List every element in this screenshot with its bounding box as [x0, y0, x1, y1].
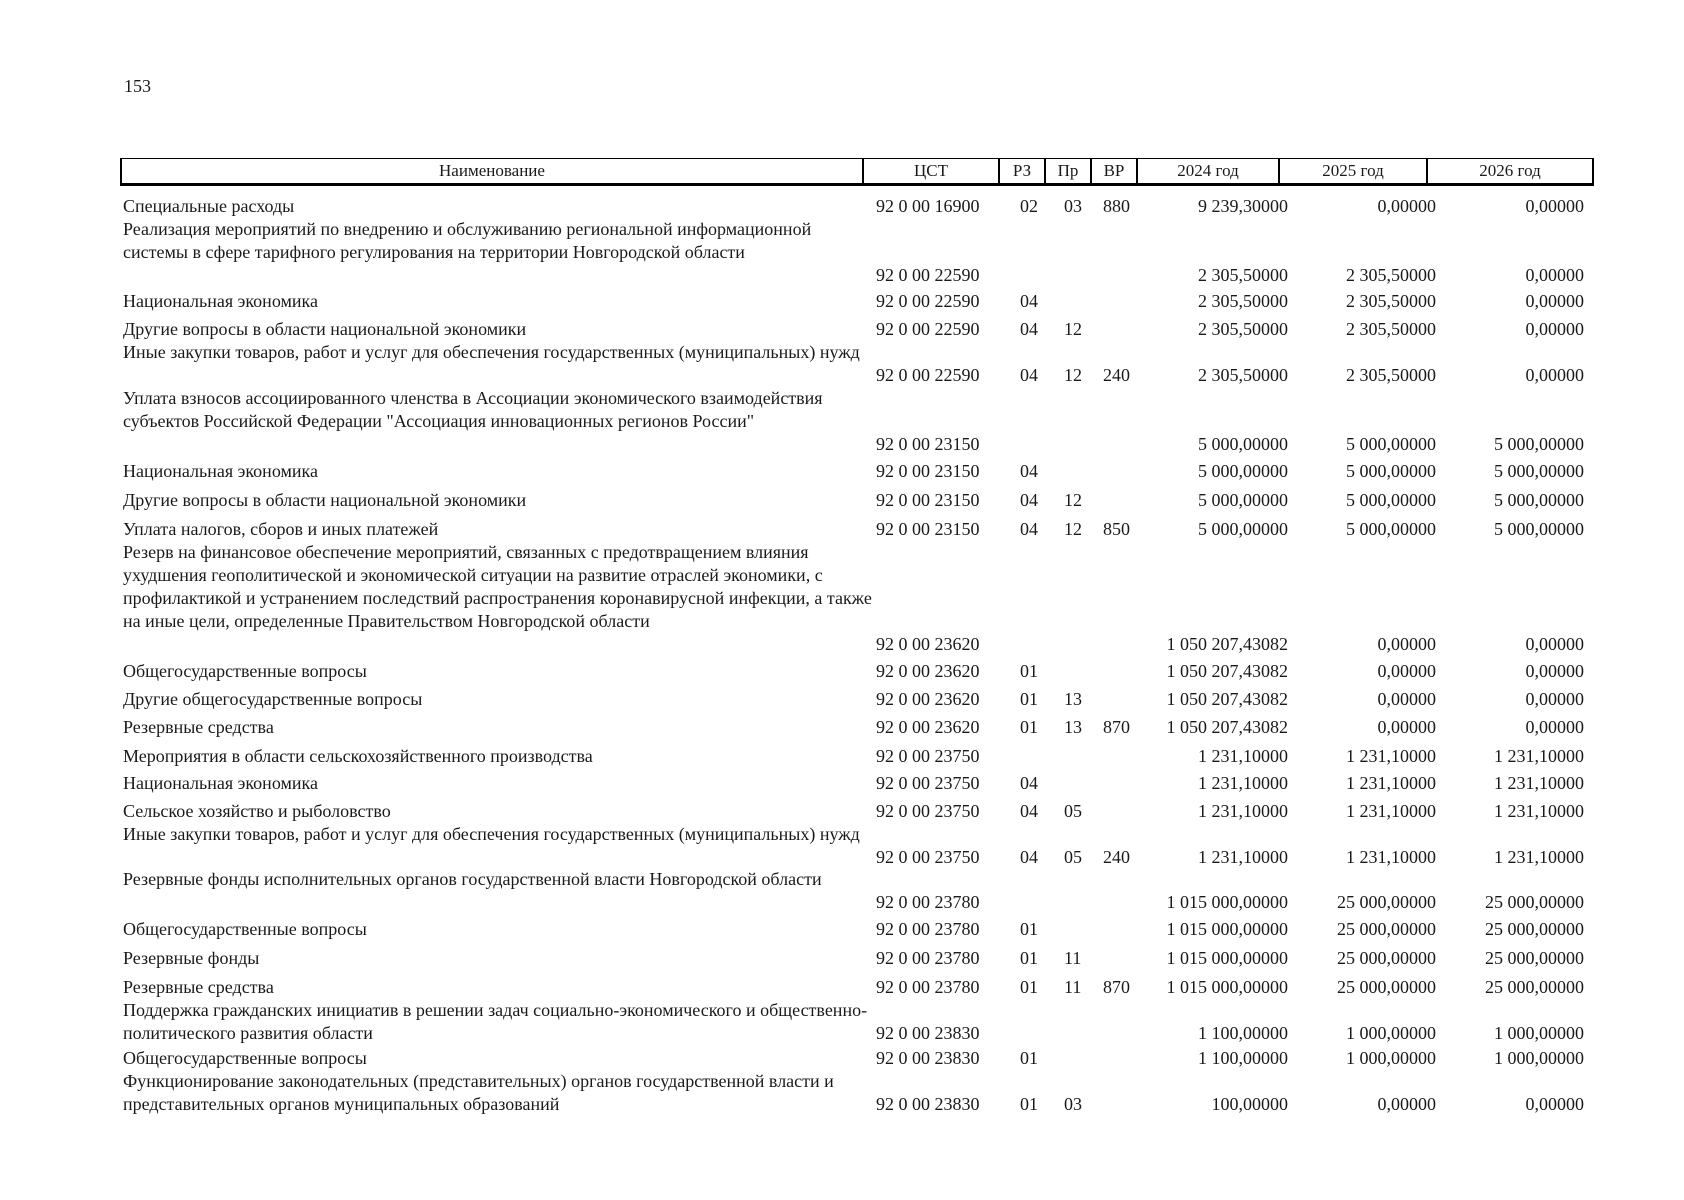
- row-name: Поддержка гражданских инициатив в решении задач социально-экономического и общественно-политического развития области: [123, 1000, 868, 1043]
- row-cst: 92 0 00 23780: [876, 948, 980, 968]
- row-name: Резерв на финансовое обеспечение мероприятий, связанных с предотвращением влияния ухудшения геополитической и экономической ситуации на развитие отраслей экономики, с профилактикой и устранением последствий распространения коронавирусной инфекции, а также на иные цели, определенные Правительством Новгородской области: [123, 542, 872, 631]
- row-pr: 12: [1064, 365, 1082, 385]
- row-vr: 850: [1103, 519, 1130, 539]
- row-2024: 2 305,50000: [1198, 365, 1288, 385]
- row-2025: 5 000,00000: [1346, 519, 1436, 539]
- row-2024: 1 050 207,43082: [1166, 717, 1288, 737]
- row-cst: 92 0 00 23750: [876, 847, 980, 867]
- row-cst: 92 0 00 23150: [876, 490, 980, 510]
- column-header-2025: 2025 год: [1280, 159, 1428, 183]
- row-2025: 1 000,00000: [1346, 1023, 1436, 1043]
- row-2025: 25 000,00000: [1337, 919, 1436, 939]
- row-name: Сельское хозяйство и рыболовство: [123, 801, 391, 821]
- row-rz: 04: [1020, 519, 1038, 539]
- row-2025: 1 231,10000: [1346, 801, 1436, 821]
- row-cst: 92 0 00 23620: [876, 661, 980, 681]
- column-header-pr: Пр: [1046, 159, 1092, 183]
- row-cst: 92 0 00 23150: [876, 519, 980, 539]
- row-2025: 0,00000: [1377, 1094, 1436, 1114]
- row-2025: 25 000,00000: [1337, 892, 1436, 912]
- row-2024: 1 231,10000: [1198, 847, 1288, 867]
- row-2025: 1 000,00000: [1346, 1048, 1436, 1068]
- row-name: Резервные фонды исполнительных органов государственной власти Новгородской области: [123, 869, 822, 889]
- row-pr: 13: [1064, 689, 1082, 709]
- row-name: Мероприятия в области сельскохозяйственного производства: [123, 746, 593, 766]
- row-name: Другие общегосударственные вопросы: [123, 689, 423, 709]
- row-2024: 5 000,00000: [1198, 519, 1288, 539]
- row-pr: 13: [1064, 717, 1082, 737]
- row-name: Резервные фонды: [123, 948, 260, 968]
- row-2025: 2 305,50000: [1346, 265, 1436, 285]
- row-cst: 92 0 00 23620: [876, 689, 980, 709]
- row-2025: 25 000,00000: [1337, 977, 1436, 997]
- row-name: Специальные расходы: [123, 196, 295, 216]
- row-2025: 5 000,00000: [1346, 434, 1436, 454]
- row-2024: 5 000,00000: [1198, 490, 1288, 510]
- row-name: Национальная экономика: [123, 773, 318, 793]
- row-2025: 0,00000: [1377, 196, 1436, 216]
- row-2025: 1 231,10000: [1346, 746, 1436, 766]
- row-vr: 870: [1103, 977, 1130, 997]
- row-cst: 92 0 00 23780: [876, 892, 980, 912]
- row-rz: 04: [1020, 365, 1038, 385]
- row-cst: 92 0 00 22590: [876, 265, 980, 285]
- row-name: Национальная экономика: [123, 461, 318, 481]
- column-header-name: Наименование: [122, 159, 864, 183]
- row-2024: 1 015 000,00000: [1166, 919, 1288, 939]
- row-rz: 01: [1020, 661, 1038, 681]
- row-2024: 1 050 207,43082: [1166, 634, 1288, 654]
- row-rz: 01: [1020, 919, 1038, 939]
- row-2026: 0,00000: [1525, 661, 1584, 681]
- column-header-2026: 2026 год: [1479, 161, 1541, 180]
- row-pr: 12: [1064, 519, 1082, 539]
- row-name: Иные закупки товаров, работ и услуг для обеспечения государственных (муниципальных) нужд: [123, 824, 860, 844]
- row-2026: 25 000,00000: [1485, 977, 1584, 997]
- row-2024: 1 100,00000: [1198, 1048, 1288, 1068]
- row-name: Другие вопросы в области национальной экономики: [123, 490, 527, 510]
- row-2026: 5 000,00000: [1494, 519, 1584, 539]
- row-vr: 240: [1103, 365, 1130, 385]
- row-2025: 1 231,10000: [1346, 847, 1436, 867]
- row-2024: 1 231,10000: [1198, 801, 1288, 821]
- row-rz: 04: [1020, 801, 1038, 821]
- row-name: Общегосударственные вопросы: [123, 1048, 367, 1068]
- row-2026: 25 000,00000: [1485, 892, 1584, 912]
- row-name: Национальная экономика: [123, 291, 318, 311]
- row-rz: 01: [1020, 1048, 1038, 1068]
- row-rz: 04: [1020, 319, 1038, 339]
- row-2024: 5 000,00000: [1198, 434, 1288, 454]
- row-2026: 1 231,10000: [1494, 773, 1584, 793]
- row-name: Общегосударственные вопросы: [123, 919, 367, 939]
- row-vr: 870: [1103, 717, 1130, 737]
- row-cst: 92 0 00 23750: [876, 773, 980, 793]
- row-2026: 5 000,00000: [1494, 490, 1584, 510]
- row-2025: 0,00000: [1377, 634, 1436, 654]
- row-vr: 240: [1103, 847, 1130, 867]
- row-rz: 01: [1020, 717, 1038, 737]
- row-2025: 0,00000: [1377, 717, 1436, 737]
- row-cst: 92 0 00 23620: [876, 717, 980, 737]
- row-2025: 0,00000: [1377, 661, 1436, 681]
- row-rz: 01: [1020, 689, 1038, 709]
- row-cst: 92 0 00 22590: [876, 365, 980, 385]
- row-2026: 5 000,00000: [1494, 461, 1584, 481]
- row-2026: 0,00000: [1525, 717, 1584, 737]
- row-2026: 0,00000: [1525, 291, 1584, 311]
- row-2026: 0,00000: [1525, 365, 1584, 385]
- row-2026: 0,00000: [1525, 634, 1584, 654]
- row-2026: 1 000,00000: [1494, 1023, 1584, 1043]
- row-cst: 92 0 00 16900: [876, 196, 980, 216]
- row-rz: 04: [1020, 490, 1038, 510]
- column-header-vr: ВР: [1092, 159, 1138, 183]
- row-rz: 01: [1020, 948, 1038, 968]
- row-pr: 03: [1064, 1094, 1082, 1114]
- row-cst: 92 0 00 23750: [876, 746, 980, 766]
- row-2026: 1 000,00000: [1494, 1048, 1584, 1068]
- row-2026: 0,00000: [1525, 1094, 1584, 1114]
- row-pr: 12: [1064, 490, 1082, 510]
- row-name: Общегосударственные вопросы: [123, 661, 367, 681]
- row-cst: 92 0 00 23780: [876, 977, 980, 997]
- row-rz: 04: [1020, 461, 1038, 481]
- row-cst: 92 0 00 23780: [876, 919, 980, 939]
- row-cst: 92 0 00 22590: [876, 319, 980, 339]
- row-2025: 2 305,50000: [1346, 291, 1436, 311]
- row-2026: 0,00000: [1525, 319, 1584, 339]
- row-cst: 92 0 00 23620: [876, 634, 980, 654]
- row-rz: 04: [1020, 291, 1038, 311]
- row-2024: 1 015 000,00000: [1166, 948, 1288, 968]
- row-2024: 1 015 000,00000: [1166, 892, 1288, 912]
- row-2025: 1 231,10000: [1346, 773, 1436, 793]
- row-cst: 92 0 00 23750: [876, 801, 980, 821]
- row-rz: 02: [1020, 196, 1038, 216]
- row-pr: 11: [1064, 977, 1082, 997]
- row-rz: 01: [1020, 977, 1038, 997]
- row-name: Другие вопросы в области национальной экономики: [123, 319, 527, 339]
- row-rz: 01: [1020, 1094, 1038, 1114]
- row-2025: 5 000,00000: [1346, 490, 1436, 510]
- row-name: Резервные средства: [123, 717, 274, 737]
- row-name: Функционирование законодательных (представительных) органов государственной власти и представительных органов муниципальных образований: [123, 1071, 834, 1114]
- row-2026: 25 000,00000: [1485, 919, 1584, 939]
- row-2024: 1 100,00000: [1198, 1023, 1288, 1043]
- row-pr: 03: [1064, 196, 1082, 216]
- row-2025: 0,00000: [1377, 689, 1436, 709]
- column-header-2024: 2024 год: [1138, 159, 1280, 183]
- row-2024: 1 231,10000: [1198, 746, 1288, 766]
- row-name: Реализация мероприятий по внедрению и обслуживанию региональной информационной системы в сфере тарифного регулирования на территории Новгородской области: [123, 219, 812, 262]
- row-pr: 05: [1064, 847, 1082, 867]
- row-2026: 25 000,00000: [1485, 948, 1584, 968]
- row-2024: 2 305,50000: [1198, 319, 1288, 339]
- row-name: Иные закупки товаров, работ и услуг для обеспечения государственных (муниципальных) нужд: [123, 342, 860, 362]
- row-2024: 100,00000: [1211, 1094, 1288, 1114]
- column-header-cst: ЦСТ: [864, 159, 1000, 183]
- row-2025: 2 305,50000: [1346, 365, 1436, 385]
- row-pr: 11: [1064, 948, 1082, 968]
- row-2024: 2 305,50000: [1198, 265, 1288, 285]
- row-2026: 1 231,10000: [1494, 746, 1584, 766]
- column-header-rz: РЗ: [1000, 159, 1046, 183]
- row-2026: 1 231,10000: [1494, 801, 1584, 821]
- row-name: Уплата взносов ассоциированного членства в Ассоциации экономического взаимодействия субъектов Российской Федерации "Ассоциация инновационных регионов России": [123, 388, 823, 431]
- row-2024: 9 239,30000: [1198, 196, 1288, 216]
- row-2024: 5 000,00000: [1198, 461, 1288, 481]
- row-2024: 1 015 000,00000: [1166, 977, 1288, 997]
- row-cst: 92 0 00 22590: [876, 291, 980, 311]
- row-rz: 04: [1020, 847, 1038, 867]
- row-2024: 1 050 207,43082: [1166, 661, 1288, 681]
- row-2024: 1 050 207,43082: [1166, 689, 1288, 709]
- row-cst: 92 0 00 23150: [876, 461, 980, 481]
- row-2026: 0,00000: [1525, 265, 1584, 285]
- row-pr: 05: [1064, 801, 1082, 821]
- row-cst: 92 0 00 23150: [876, 434, 980, 454]
- row-2024: 2 305,50000: [1198, 291, 1288, 311]
- row-2025: 2 305,50000: [1346, 319, 1436, 339]
- row-2026: 1 231,10000: [1494, 847, 1584, 867]
- page-number: 153: [124, 76, 151, 96]
- row-vr: 880: [1103, 196, 1130, 216]
- row-rz: 04: [1020, 773, 1038, 793]
- row-cst: 92 0 00 23830: [876, 1094, 980, 1114]
- row-cst: 92 0 00 23830: [876, 1023, 980, 1043]
- row-name: Уплата налогов, сборов и иных платежей: [123, 519, 439, 539]
- row-2025: 5 000,00000: [1346, 461, 1436, 481]
- row-2025: 25 000,00000: [1337, 948, 1436, 968]
- row-2026: 0,00000: [1525, 689, 1584, 709]
- row-2026: 5 000,00000: [1494, 434, 1584, 454]
- row-cst: 92 0 00 23830: [876, 1048, 980, 1068]
- row-2024: 1 231,10000: [1198, 773, 1288, 793]
- row-name: Резервные средства: [123, 977, 274, 997]
- row-pr: 12: [1064, 319, 1082, 339]
- row-2026: 0,00000: [1525, 196, 1584, 216]
